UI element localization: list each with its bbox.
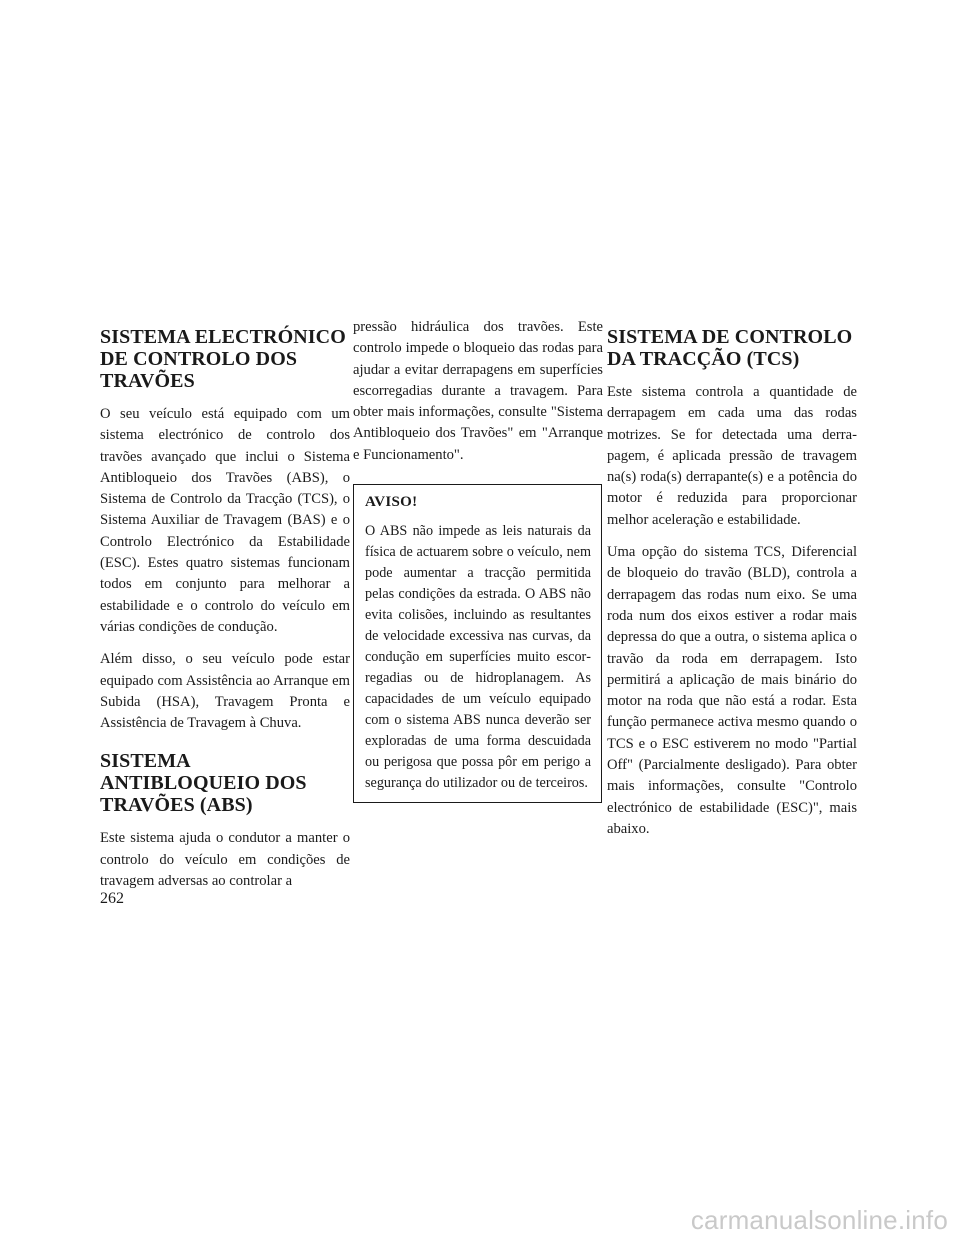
column-right: [607, 326, 857, 851]
warning-title: AVISO!: [365, 494, 418, 511]
paragraph-tcs-intro: Este sistema controla a quantidade de derrapagem em cada uma das rodas motrizes. Se for detectada uma derrapagem, é aplicada pressão de travagem na(s) roda(s) derrapante(s) e a potência do motor é reduzida para proporcionar melhor aceleração e estabilidade.: [607, 384, 857, 528]
page-number: 262: [100, 890, 124, 907]
heading-electronic-brake-control: SISTEMA ELECTRÓNICO DE CONTROLO DOS TRAVÕES: [100, 326, 346, 392]
column-middle: [353, 317, 603, 803]
paragraph-tcs-bld: Uma opção do sistema TCS, Diferencial de bloqueio do travão (BLD), controla a derrapagem das rodas num eixo. Se uma roda num dos eixos estiver a rodar mais depressa do que a outra, o sistema aplica o travão da roda em derrapagem. Isto permitirá a aplicação de mais binário do motor na roda que não está a rodar. Esta função permanece activa mesmo quando o TCS e o ESC estiverem no modo "Partial Off" (Parcialmente desligado). Para obter mais informações, consulte "Controlo electrónico de estabilidade (ESC)", mais abaixo.: [607, 544, 857, 837]
heading-abs: SISTEMA ANTIBLOQUEIO DOS TRAVÕES (ABS): [100, 750, 307, 817]
paragraph-abs-part2: pressão hidráulica dos travões. Este controlo impede o bloqueio das rodas para ajudar a evitar derrapagens em superfícies escorregadias durante a travagem. Para obter mais informações, consulte "Sistema Antibloqueio dos Travões" em "Arranque e Funcionamento".: [353, 319, 603, 463]
column-left: [100, 326, 350, 903]
paragraph-abs-part1: Este sistema ajuda o condutor a manter o controlo do veículo em condições de travagem adversas ao controlar a: [100, 830, 350, 890]
warning-box: [353, 484, 602, 803]
paragraph-esc-intro: O seu veículo está equipado com um sistema electrónico de controlo dos travões avançado que inclui o Sistema Antibloqueio dos Travões (ABS), o Sistema de Controlo da Tracção (TCS), o Sistema Auxiliar de Travagem (BAS) e o Controlo Electrónico da Estabilidade (ESC). Estes quatro sistemas funcionam todos em conjunto para melhorar a estabilidade e o controlo do veículo em várias condições de condução.: [100, 406, 350, 635]
watermark: carmanualsonline.info: [690, 1205, 948, 1235]
heading-tcs: SISTEMA DE CONTROLO DA TRACÇÃO (TCS): [607, 326, 853, 370]
paragraph-esc-additional: Além disso, o seu veículo pode estar equipado com Assistência ao Arranque em Subida (HSA), Travagem Pronta e Assistência de Travagem à Chuva.: [100, 651, 350, 732]
warning-text: O ABS não impede as leis naturais da física de actuarem sobre o veículo, nem pode aumentar a tracção permitida pelas condições da estrada. O ABS não evita colisões, incluindo as resultantes de velocidade excessiva nas curvas, da condução em superfícies muito escorregadias ou de hidroplanagem. As capacidades de um veículo equipado com o sistema ABS nunca deverão ser exploradas de uma forma descuidada ou perigosa que possa pôr em perigo a segurança do utilizador ou de terceiros.: [365, 523, 591, 792]
